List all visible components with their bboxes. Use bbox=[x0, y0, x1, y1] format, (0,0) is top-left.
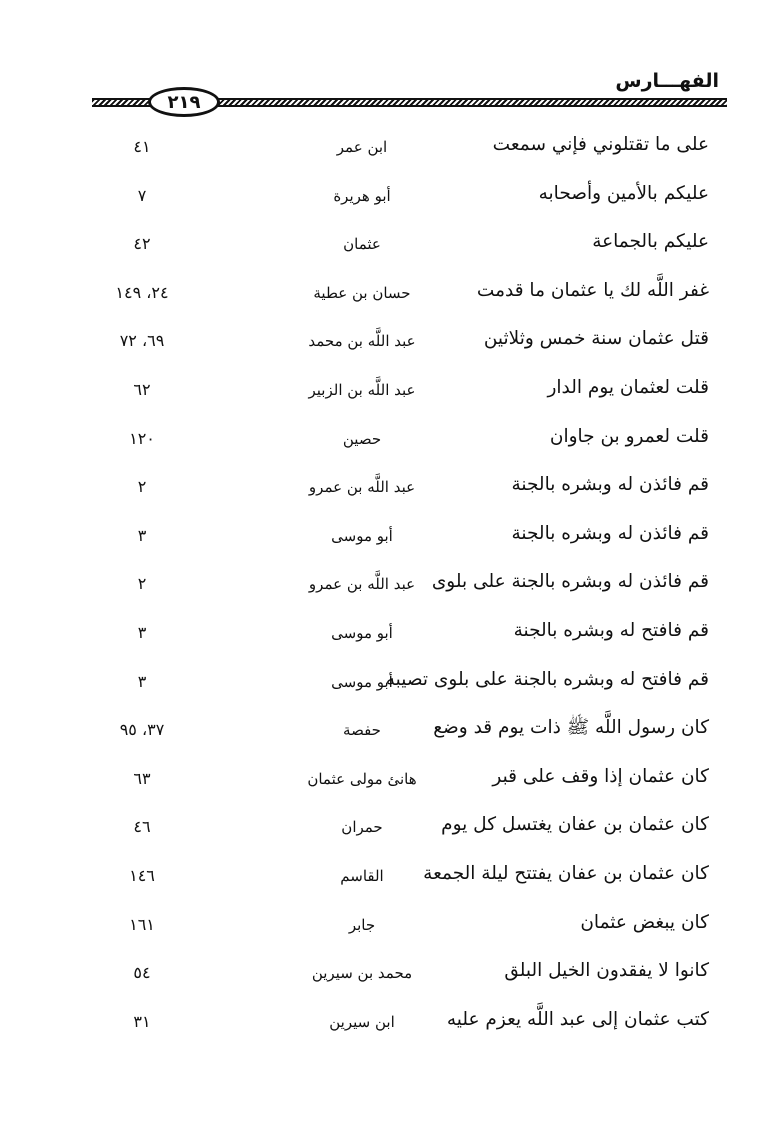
index-row bbox=[92, 124, 709, 173]
index-phrase: عليكم بالأمين وأصحابه bbox=[538, 182, 709, 204]
index-phrase: كان رسول اللَّه ﷺ ذات يوم قد وضع bbox=[433, 717, 709, 739]
page-header bbox=[92, 60, 727, 120]
index-narrator: أبو موسى bbox=[331, 623, 393, 642]
index-pages: ٣ bbox=[137, 671, 147, 691]
index-narrator: أبو هريرة bbox=[333, 186, 391, 205]
index-pages: ٤٦ bbox=[133, 817, 151, 837]
index-pages: ١٤٦ bbox=[129, 865, 155, 885]
index-pages: ٢ bbox=[137, 574, 147, 594]
index-pages: ٣ bbox=[137, 622, 147, 642]
index-narrator: جابر bbox=[348, 915, 376, 934]
index-row bbox=[92, 561, 709, 610]
section-title: الفهـــارس bbox=[615, 70, 719, 92]
index-pages: ٦٣ bbox=[133, 768, 151, 788]
index-narrator: عبد اللَّه بن عمرو bbox=[308, 575, 416, 594]
index-phrase: كان عثمان بن عفان يفتتح ليلة الجمعة bbox=[423, 862, 709, 884]
index-row bbox=[92, 367, 709, 416]
index-narrator: حمران bbox=[341, 818, 383, 837]
index-row bbox=[92, 999, 709, 1048]
index-phrase: قم فائذن له وبشره بالجنة على بلوى bbox=[431, 571, 709, 593]
index-narrator: عثمان bbox=[343, 235, 381, 254]
index-narrator: ابن سيرين bbox=[329, 1012, 395, 1031]
index-narrator: أبو موسى bbox=[331, 672, 393, 691]
index-row bbox=[92, 950, 709, 999]
index-row bbox=[92, 173, 709, 222]
index-pages: ١٢٠ bbox=[129, 428, 155, 448]
index-pages: ٦٩، ٧٢ bbox=[119, 331, 165, 351]
index-phrase: كتب عثمان إلى عبد اللَّه يعزم عليه bbox=[446, 1008, 709, 1030]
index-narrator: عبد اللَّه بن محمد bbox=[308, 332, 416, 351]
index-phrase: كان عثمان إذا وقف على قبر bbox=[492, 765, 709, 787]
index-pages: ٢٤، ١٤٩ bbox=[115, 282, 169, 302]
index-narrator: القاسم bbox=[340, 866, 384, 885]
index-narrator: ابن عمر bbox=[336, 138, 388, 156]
index-row bbox=[92, 756, 709, 805]
index-pages: ٣ bbox=[137, 525, 147, 545]
index-row bbox=[92, 804, 709, 853]
index-row bbox=[92, 707, 709, 756]
index-narrator: حصين bbox=[342, 429, 382, 448]
index-pages: ٣١ bbox=[133, 1011, 151, 1031]
index-phrase: غفر اللَّه لك يا عثمان ما قدمت bbox=[476, 279, 709, 301]
index-pages: ٤١ bbox=[133, 137, 151, 156]
index-phrase: قم فائذن له وبشره بالجنة bbox=[511, 522, 709, 544]
index-phrase: قم فائذن له وبشره بالجنة bbox=[511, 474, 709, 496]
index-row bbox=[92, 853, 709, 902]
index-phrase: عليكم بالجماعة bbox=[592, 231, 709, 253]
index-narrator: حفصة bbox=[343, 721, 381, 740]
index-narrator: حسان بن عطية bbox=[313, 283, 411, 302]
index-phrase: قلت لعثمان يوم الدار bbox=[547, 376, 709, 398]
index-pages: ٥٤ bbox=[133, 963, 151, 983]
index-phrase: كانوا لا يفقدون الخيل البلق bbox=[504, 960, 709, 982]
index-narrator: عبد اللَّه بن عمرو bbox=[308, 478, 416, 497]
index-pages: ٢ bbox=[137, 477, 147, 497]
index-row bbox=[92, 221, 709, 270]
index-narrator: أبو موسى bbox=[331, 526, 393, 545]
index-row bbox=[92, 464, 709, 513]
index-narrator: محمد بن سيرين bbox=[311, 964, 413, 983]
page-number: ٢١٩ bbox=[148, 87, 220, 117]
index-pages: ٧ bbox=[137, 185, 147, 205]
index-row bbox=[92, 416, 709, 465]
index-phrase: على ما تقتلوني فإني سمعت bbox=[492, 134, 709, 155]
index-pages: ٦٢ bbox=[133, 379, 151, 399]
index-pages: ٤٢ bbox=[133, 234, 151, 254]
index-phrase: قم فافتح له وبشره بالجنة على بلوى تصيبه bbox=[385, 668, 709, 690]
index-row bbox=[92, 318, 709, 367]
index-row bbox=[92, 270, 709, 319]
index-phrase: كان يبغض عثمان bbox=[580, 911, 709, 933]
index-table bbox=[92, 124, 709, 1047]
index-row bbox=[92, 513, 709, 562]
index-phrase: قتل عثمان سنة خمس وثلاثين bbox=[483, 328, 709, 350]
index-pages: ٣٧، ٩٥ bbox=[119, 720, 165, 740]
index-phrase: كان عثمان بن عفان يغتسل كل يوم bbox=[441, 814, 709, 836]
index-narrator: عبد اللَّه بن الزبير bbox=[308, 380, 416, 399]
index-pages: ١٦١ bbox=[129, 914, 155, 934]
index-row bbox=[92, 902, 709, 951]
index-row bbox=[92, 610, 709, 659]
index-row bbox=[92, 659, 709, 708]
index-phrase: قلت لعمرو بن جاوان bbox=[549, 425, 709, 447]
index-phrase: قم فافتح له وبشره بالجنة bbox=[513, 619, 709, 641]
index-narrator: هانئ مولى عثمان bbox=[307, 769, 417, 788]
